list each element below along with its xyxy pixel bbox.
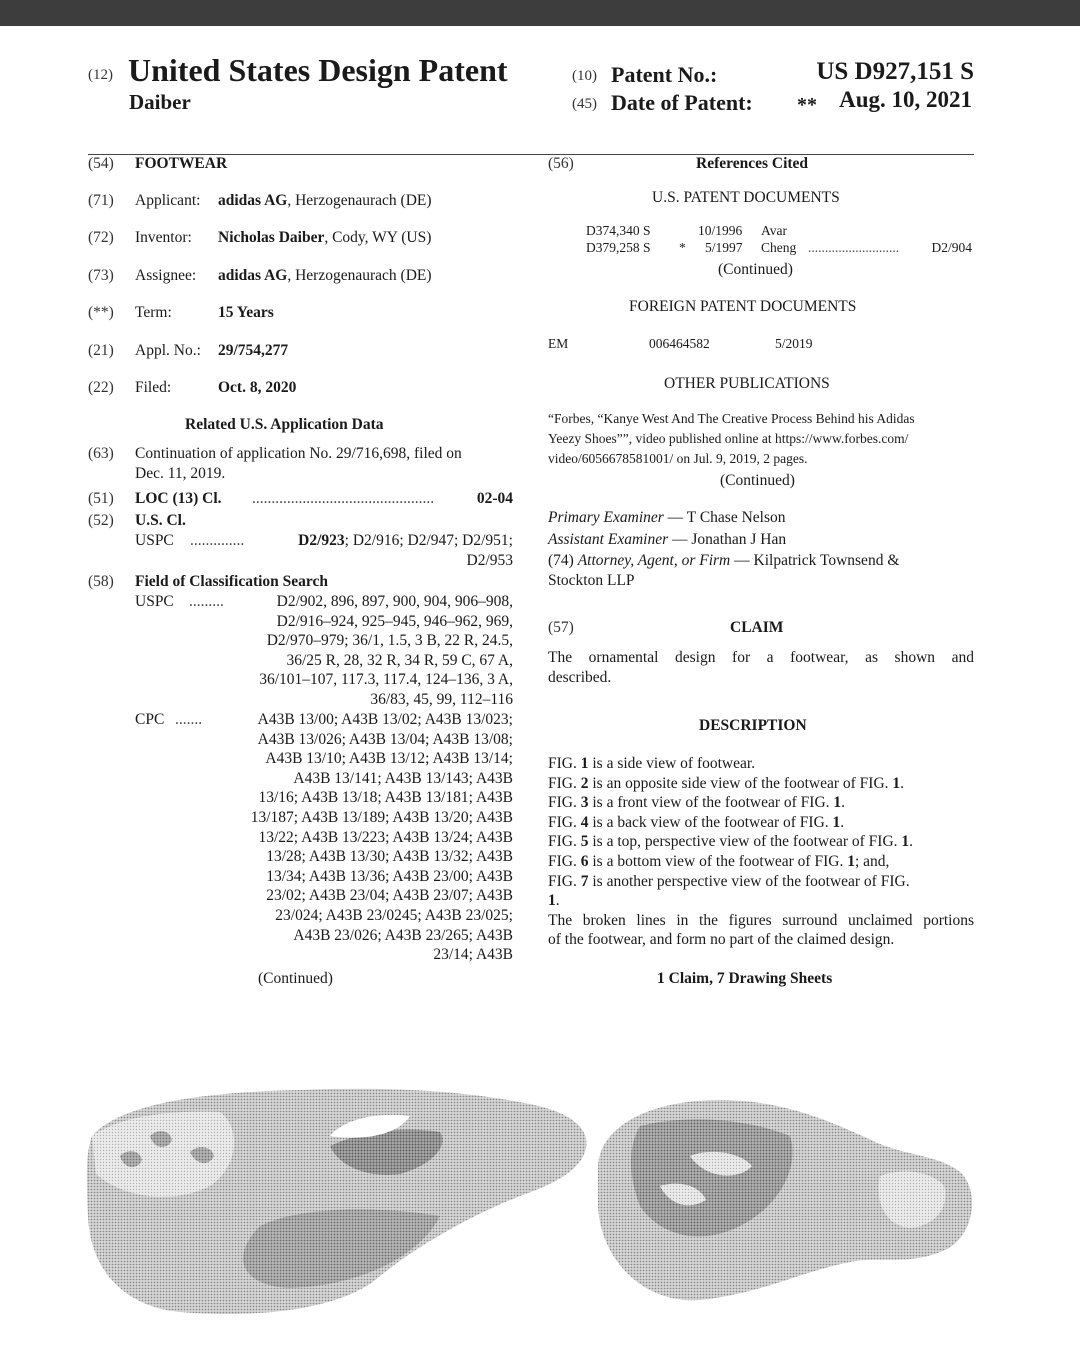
patent-page <box>0 26 1080 1350</box>
search-uspc-line: 36/101–107, 117.3, 117.4, 124–136, 3 A, <box>259 671 513 689</box>
publication-line: video/6056678581001/ on Jul. 9, 2019, 2 pages. <box>548 451 808 466</box>
search-cpc-line: 23/14; A43B <box>433 946 513 964</box>
code-56: (56) <box>548 155 574 172</box>
ref-name: Cheng <box>761 240 797 255</box>
ref-number: D374,340 S <box>586 223 651 238</box>
us-docs-heading: U.S. PATENT DOCUMENTS <box>652 189 840 206</box>
continuation-line-1: Continuation of application No. 29/716,698, filed on <box>135 445 462 462</box>
patent-number: US D927,151 S <box>816 58 974 85</box>
claim-line: The ornamental design for a footwear, as shown and <box>548 649 974 666</box>
search-cpc-line: 23/02; A43B 23/04; A43B 23/07; A43B <box>266 887 513 905</box>
search-cpc-line: 13/28; A43B 13/30; A43B 13/32; A43B <box>266 848 513 866</box>
search-cpc-label: CPC <box>135 711 165 728</box>
search-uspc-line: 36/83, 45, 99, 112–116 <box>370 690 513 708</box>
patent-type-title: United States Design Patent <box>128 52 508 88</box>
uspc-classes-line-2: D2/953 <box>466 552 513 569</box>
code-73: (73) <box>88 267 114 284</box>
ref-date: 10/1996 <box>698 223 743 238</box>
search-uspc-list <box>259 592 513 710</box>
references-heading: References Cited <box>696 155 809 172</box>
code-22: (22) <box>88 379 114 396</box>
figure-list <box>548 754 974 950</box>
code-63: (63) <box>88 445 114 462</box>
related-data-heading: Related U.S. Application Data <box>185 416 384 433</box>
search-uspc-line: D2/902, 896, 897, 900, 904, 906–908, <box>276 593 513 610</box>
us-docs-continued: (Continued) <box>718 261 793 278</box>
search-uspc-line: D2/970–979; 36/1, 1.5, 3 B, 22 R, 24.5, <box>266 632 513 650</box>
fig-description: FIG. 2 is an opposite side view of the footwear of FIG. 1. <box>548 774 905 792</box>
term-value: 15 Years <box>218 304 274 321</box>
appl-no-label: Appl. No.: <box>135 342 201 359</box>
date-marks: ** <box>797 94 817 116</box>
assignee-label: Assignee: <box>135 267 197 284</box>
description-heading: DESCRIPTION <box>699 717 807 734</box>
fig-description: FIG. 4 is a back view of the footwear of FIG. 1. <box>548 813 845 831</box>
continuation-line-2: Dec. 11, 2019. <box>135 465 226 482</box>
loc-class-value: 02-04 <box>476 490 513 507</box>
broken-lines-text: The broken lines in the figures surround unclaimed portions <box>548 911 974 929</box>
bottom-view-shoe <box>598 1100 972 1300</box>
assignee-value: adidas AG, Herzogenaurach (DE) <box>218 267 432 284</box>
search-uspc-line: D2/916–924, 925–945, 946–962, 969, <box>276 612 513 630</box>
ref-class: D2/904 <box>931 240 972 255</box>
attorney-line-2: Stockton LLP <box>548 572 635 589</box>
search-cpc-list <box>251 710 513 965</box>
fig-description: FIG. 5 is a top, perspective view of the footwear of FIG. 1. <box>548 833 914 851</box>
code-54: (54) <box>88 155 114 172</box>
foreign-office: EM <box>548 336 569 351</box>
ref-name: Avar <box>761 223 787 238</box>
fig-description: FIG. 7 is another perspective view of the footwear of FIG. <box>548 872 910 890</box>
side-view-shoe <box>87 1089 587 1314</box>
code-10: (10) <box>572 68 597 84</box>
term-label: Term: <box>135 304 172 321</box>
code-72: (72) <box>88 229 114 246</box>
inventor-label: Inventor: <box>135 229 192 246</box>
code-57: (57) <box>548 619 574 636</box>
search-uspc-label: USPC <box>135 593 174 610</box>
other-publication <box>548 409 915 469</box>
search-uspc-dots: ......... <box>189 593 224 610</box>
search-cpc-line: A43B 13/00; A43B 13/02; A43B 13/023; <box>257 711 513 728</box>
broken-lines-text: of the footwear, and form no part of the claimed design. <box>548 931 895 949</box>
uspc-classes: D2/923; D2/916; D2/947; D2/951; <box>298 532 513 549</box>
fig-description: FIG. 3 is a front view of the footwear of FIG. 1. <box>548 794 846 812</box>
publication-line: “Forbes, “Kanye West And The Creative Process Behind his Adidas <box>548 411 915 426</box>
search-cpc-dots: ....... <box>175 711 203 728</box>
inventor-short: Daiber <box>129 90 191 114</box>
ref-dots: ........................... <box>808 240 900 255</box>
search-cpc-line: A43B 23/026; A43B 23/265; A43B <box>293 926 513 944</box>
ref-number: D379,258 S <box>586 240 651 255</box>
search-cpc-line: 13/34; A43B 13/36; A43B 23/00; A43B <box>266 867 513 885</box>
window-top-bar <box>0 0 1080 26</box>
inventor-value: Nicholas Daiber, Cody, WY (US) <box>218 229 432 246</box>
search-cpc-line: 13/187; A43B 13/189; A43B 13/20; A43B <box>250 808 513 826</box>
uspc-dots: .............. <box>190 532 245 549</box>
foreign-docs-heading: FOREIGN PATENT DOCUMENTS <box>629 298 857 315</box>
footwear-drawings <box>0 1056 1080 1356</box>
filed-label: Filed: <box>135 379 172 396</box>
attorney: (74) Attorney, Agent, or Firm — Kilpatrick Townsend & <box>548 552 900 569</box>
uspc-label: USPC <box>135 532 174 549</box>
other-publications-heading: OTHER PUBLICATIONS <box>664 375 830 392</box>
ref-mark: * <box>679 240 686 255</box>
search-cpc-line: 13/16; A43B 13/18; A43B 13/181; A43B <box>258 789 513 807</box>
claims-summary: 1 Claim, 7 Drawing Sheets <box>657 970 833 987</box>
loc-class-dots: ............................................... <box>252 490 435 507</box>
code-45: (45) <box>572 96 597 112</box>
applicant-label: Applicant: <box>135 192 201 209</box>
foreign-number: 006464582 <box>649 336 710 351</box>
fig-description: FIG. 6 is a bottom view of the footwear of FIG. 1; and, <box>548 852 890 870</box>
patent-no-label: Patent No.: <box>611 62 718 87</box>
fig-description-cont: 1. <box>548 892 560 910</box>
foreign-date: 5/2019 <box>775 336 813 351</box>
code-58: (58) <box>88 573 114 590</box>
search-uspc-line: 36/25 R, 28, 32 R, 34 R, 59 C, 67 A, <box>286 651 513 669</box>
us-class-label: U.S. Cl. <box>135 512 186 529</box>
code-12: (12) <box>88 67 113 83</box>
code-52: (52) <box>88 512 114 529</box>
date-label: Date of Patent: <box>611 90 753 115</box>
code-21: (21) <box>88 342 114 359</box>
claim-text <box>548 648 974 687</box>
primary-examiner: Primary Examiner — T Chase Nelson <box>548 509 786 526</box>
claim-line: described. <box>548 668 612 686</box>
search-cpc-line: A43B 13/10; A43B 13/12; A43B 13/14; <box>265 750 513 768</box>
design-title: FOOTWEAR <box>135 155 228 172</box>
fig-description: FIG. 1 is a side view of footwear. <box>548 755 756 772</box>
search-cpc-line: 13/22; A43B 13/223; A43B 13/24; A43B <box>258 828 513 846</box>
claim-heading: CLAIM <box>730 619 784 636</box>
code-71: (71) <box>88 192 114 209</box>
code-51: (51) <box>88 490 114 507</box>
search-cpc-line: A43B 13/141; A43B 13/143; A43B <box>293 769 513 787</box>
code-term: (**) <box>88 304 114 321</box>
search-cpc-line: 23/024; A43B 23/0245; A43B 23/025; <box>275 906 513 924</box>
appl-no-value: 29/754,277 <box>218 342 289 359</box>
loc-class-label: LOC (13) Cl. <box>135 490 222 507</box>
publication-line: Yeezy Shoes””, video published online at https://www.forbes.com/ <box>548 431 909 446</box>
filed-value: Oct. 8, 2020 <box>218 379 297 396</box>
assistant-examiner: Assistant Examiner — Jonathan J Han <box>548 531 787 548</box>
ref-date: 5/1997 <box>705 240 743 255</box>
field-search-label: Field of Classification Search <box>135 573 329 590</box>
search-cpc-line: A43B 13/026; A43B 13/04; A43B 13/08; <box>257 730 513 748</box>
other-continued: (Continued) <box>720 472 795 489</box>
left-continued: (Continued) <box>258 970 333 987</box>
applicant-value: adidas AG, Herzogenaurach (DE) <box>218 192 432 209</box>
patent-date: Aug. 10, 2021 <box>839 87 972 112</box>
